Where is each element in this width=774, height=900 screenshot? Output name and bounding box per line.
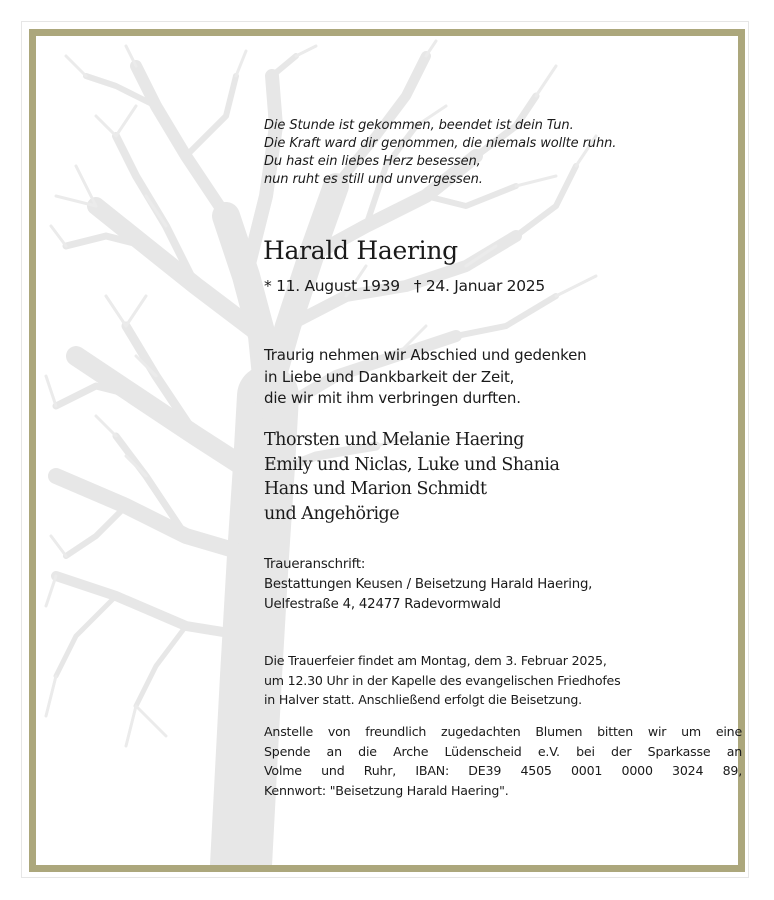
ceremony-line: in Halver statt. Anschließend erfolgt die Beisetzung. bbox=[264, 692, 582, 707]
address-line: Uelfestraße 4, 42477 Radevormwald bbox=[264, 597, 501, 612]
donation-line: Spende an die Arche Lüdenscheid e.V. bei der Sparkasse an bbox=[264, 743, 742, 759]
family-line: und Angehörige bbox=[264, 503, 400, 524]
mourning-line: die wir mit ihm verbringen durften. bbox=[264, 389, 521, 407]
ceremony-line: um 12.30 Uhr in der Kapelle des evangelischen Friedhofes bbox=[264, 672, 621, 688]
ceremony-info bbox=[264, 651, 620, 710]
poem-line: Du hast ein liebes Herz besessen, bbox=[264, 154, 481, 169]
mourning-line: Traurig nehmen wir Abschied und gedenken bbox=[264, 346, 587, 364]
donation-info bbox=[264, 722, 742, 800]
family-line: Thorsten und Melanie Haering bbox=[264, 430, 524, 450]
poem-line: Die Kraft ward dir genommen, die niemals wollte ruhn. bbox=[264, 136, 617, 151]
family-line: Emily und Niclas, Luke und Shania bbox=[264, 454, 560, 475]
donation-line: Anstelle von freundlich zugedachten Blumen bitten wir um eine bbox=[264, 724, 742, 739]
life-dates bbox=[264, 277, 545, 295]
donation-line: Kennwort: "Beisetzung Harald Haering". bbox=[264, 782, 509, 798]
mourning-text bbox=[264, 345, 586, 410]
family-list bbox=[264, 428, 559, 526]
mourning-line: in Liebe und Dankbarkeit der Zeit, bbox=[264, 367, 515, 386]
death-date: † 24. Januar 2025 bbox=[413, 277, 545, 295]
poem-line: Die Stunde ist gekommen, beendet ist dein Tun. bbox=[264, 118, 574, 133]
family-line: Hans und Marion Schmidt bbox=[264, 479, 487, 499]
deceased-name: Harald Haering bbox=[263, 236, 458, 265]
mourning-address bbox=[264, 555, 592, 615]
ceremony-line: Die Trauerfeier findet am Montag, dem 3. Februar 2025, bbox=[264, 653, 607, 668]
address-label: Traueranschrift: bbox=[264, 557, 366, 572]
donation-line: Volme und Ruhr, IBAN: DE39 4505 0001 0000 3024 89, bbox=[264, 763, 742, 778]
birth-date: * 11. August 1939 bbox=[264, 277, 400, 295]
poem-line: nun ruht es still und unvergessen. bbox=[264, 172, 483, 187]
address-line: Bestattungen Keusen / Beisetzung Harald Haering, bbox=[264, 577, 593, 592]
poem bbox=[264, 117, 616, 189]
